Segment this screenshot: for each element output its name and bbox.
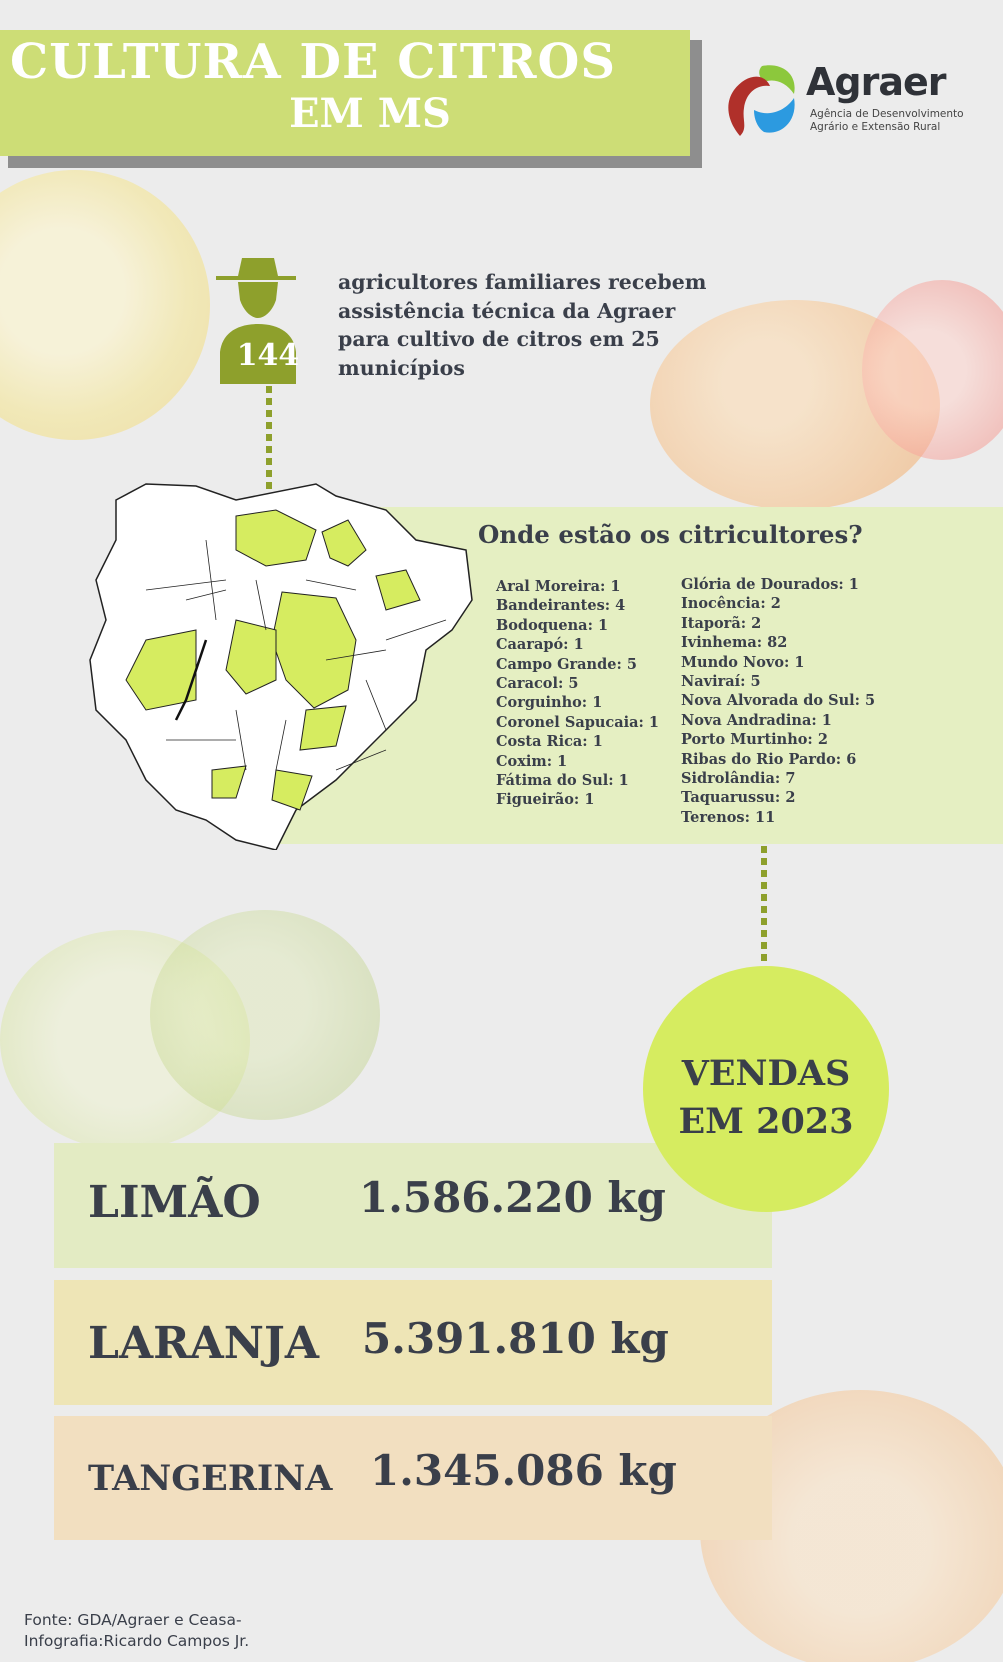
list-item: Figueirão: 1: [496, 791, 595, 809]
sales-row-limao: [54, 1143, 772, 1268]
list-item: Naviraí: 5: [681, 673, 761, 691]
footer-credit: Infografia:Ricardo Campos Jr.: [24, 1632, 250, 1650]
farmer-description-line: para cultivo de citros em 25: [338, 327, 660, 351]
sales-heading-line: VENDAS: [681, 1053, 851, 1094]
agraer-logo: [724, 56, 964, 140]
regions-title: Onde estão os citricultores?: [478, 520, 863, 549]
list-item: Ribas do Rio Pardo: 6: [681, 750, 857, 768]
farmer-description-line: municípios: [338, 355, 465, 380]
list-item: Inocência: 2: [681, 595, 781, 613]
list-item: Ivinhema: 82: [681, 634, 788, 652]
municipality-list-right: [681, 575, 875, 827]
farmer-description-line: agricultores familiares recebem: [338, 270, 707, 294]
list-item: Nova Alvorada do Sul: 5: [681, 692, 876, 710]
list-item: Porto Murtinho: 2: [681, 731, 828, 749]
list-item: Coronel Sapucaia: 1: [496, 713, 660, 731]
ms-state-map: [86, 480, 476, 850]
product-value: 1.345.086 kg: [370, 1446, 677, 1495]
sales-heading: [643, 1050, 889, 1146]
background-lime-2: [150, 910, 380, 1120]
product-name: LARANJA: [88, 1318, 319, 1369]
farmer-count: 144: [236, 338, 300, 373]
footer-source: Fonte: GDA/Agraer e Ceasa-: [24, 1611, 242, 1629]
list-item: Caracol: 5: [496, 675, 579, 693]
farmer-figure: [216, 256, 320, 384]
product-value: 5.391.810 kg: [362, 1314, 669, 1363]
list-item: Glória de Dourados: 1: [681, 576, 859, 593]
agraer-logo-icon: [724, 60, 804, 140]
footer-credits: [24, 1610, 249, 1652]
list-item: Campo Grande: 5: [496, 655, 637, 673]
list-item: Nova Andradina: 1: [681, 711, 832, 729]
sales-row-tangerina: [54, 1416, 772, 1540]
logo-subtitle: [810, 108, 964, 134]
logo-subtitle-line: Agência de Desenvolvimento: [810, 108, 964, 120]
list-item: Caarapó: 1: [496, 636, 584, 654]
list-item: Bodoquena: 1: [496, 616, 609, 634]
municipality-list-left: [496, 577, 659, 810]
list-item: Coxim: 1: [496, 752, 568, 770]
list-item: Itaporã: 2: [681, 614, 762, 632]
list-item: Sidrolândia: 7: [681, 770, 796, 788]
logo-subtitle-line: Agrário e Extensão Rural: [810, 121, 941, 133]
list-item: Corguinho: 1: [496, 694, 603, 712]
connector-dots: [761, 846, 767, 966]
page-title: CULTURA DE CITROS: [10, 34, 616, 90]
farmer-description: [338, 268, 758, 382]
list-item: Bandeirantes: 4: [496, 597, 626, 615]
product-value: 1.586.220 kg: [359, 1173, 666, 1222]
list-item: Costa Rica: 1: [496, 733, 603, 751]
product-name: TANGERINA: [88, 1458, 333, 1499]
list-item: Taquarussu: 2: [681, 789, 796, 807]
sales-heading-line: EM 2023: [678, 1101, 854, 1142]
farmer-description-line: assistência técnica da Agraer: [338, 298, 676, 323]
list-item: Aral Moreira: 1: [496, 578, 621, 595]
product-name: LIMÃO: [88, 1177, 261, 1228]
list-item: Mundo Novo: 1: [681, 653, 805, 671]
page-subtitle: EM MS: [289, 90, 451, 137]
background-lemon: [0, 170, 210, 440]
list-item: Terenos: 11: [681, 808, 776, 826]
logo-wordmark: Agraer: [806, 60, 946, 104]
list-item: Fátima do Sul: 1: [496, 772, 629, 790]
sales-row-laranja: [54, 1280, 772, 1405]
